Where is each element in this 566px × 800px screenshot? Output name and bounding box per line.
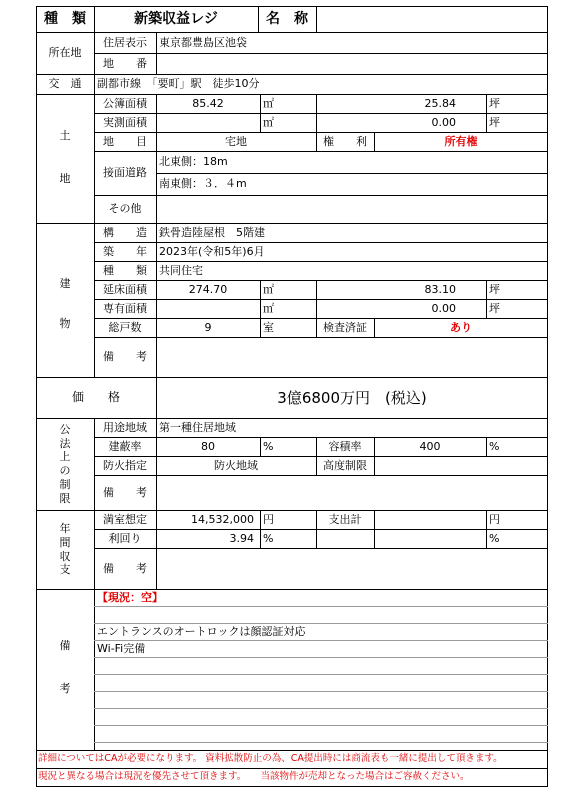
remarks-group-bottom: 考	[59, 682, 71, 696]
regulation-char: 制	[59, 477, 71, 491]
grid-line	[94, 6, 95, 32]
grid-line	[94, 261, 548, 262]
grid-line	[94, 132, 548, 133]
units-unit: 室	[263, 320, 274, 334]
regulation-char: 上	[59, 450, 71, 464]
full-income-value: 14,532,000	[191, 512, 254, 526]
grid-line	[260, 280, 261, 337]
inspection-value: あり	[450, 320, 472, 334]
grid-line	[156, 32, 157, 74]
grid-line	[94, 742, 548, 743]
yen-unit: 円	[263, 512, 274, 526]
category-value: 宅地	[225, 134, 247, 148]
grid-line	[36, 6, 548, 7]
name-label: 名 称	[266, 10, 308, 27]
grid-line	[94, 437, 548, 438]
grid-line	[374, 437, 375, 475]
grid-line	[94, 223, 95, 377]
grid-line	[36, 768, 548, 769]
income-char: 年	[59, 522, 71, 535]
grid-line	[94, 337, 548, 338]
grid-line	[36, 589, 548, 590]
regulation-char: の	[59, 464, 71, 477]
grid-line	[94, 674, 548, 675]
grid-line	[36, 750, 548, 751]
grid-line	[36, 377, 548, 378]
grid-line	[94, 53, 548, 54]
grid-line	[316, 280, 317, 337]
category-label: 地 目	[103, 134, 147, 148]
bcr-label: 建蔽率	[108, 439, 142, 453]
grid-line	[156, 377, 157, 418]
grid-line	[316, 6, 317, 32]
grid-line	[374, 132, 375, 151]
remarks-line	[94, 606, 548, 623]
remarks-line: エントランスのオートロックは顔認証対応	[97, 624, 306, 638]
measured-area-label: 実測面積	[103, 115, 147, 129]
grid-line	[486, 94, 487, 132]
type-value: 新築収益レジ	[134, 10, 218, 27]
grid-line	[94, 623, 548, 624]
grid-line	[547, 6, 548, 786]
grid-line	[36, 418, 548, 419]
grid-line	[94, 691, 548, 692]
grid-line	[374, 318, 375, 337]
income-group	[36, 510, 94, 589]
grid-line	[36, 510, 548, 511]
income-char: 収	[59, 549, 71, 563]
grid-line	[94, 456, 548, 457]
regulation-char: 限	[59, 491, 71, 505]
tsubo-unit: 坪	[489, 96, 500, 110]
tsubo-unit: 坪	[489, 282, 500, 296]
built-value: 2023年(令和5年)6月	[159, 244, 265, 258]
percent-unit: %	[263, 531, 274, 545]
grid-line	[316, 94, 317, 151]
grid-line	[260, 437, 261, 456]
far-label: 容積率	[328, 439, 362, 453]
grid-line	[94, 708, 548, 709]
transport-label: 交 通	[48, 77, 82, 91]
regulation-group	[36, 418, 94, 510]
m2-unit: ㎡	[263, 301, 274, 315]
regulation-notes-value	[156, 475, 548, 510]
building-group-top: 建	[59, 277, 71, 291]
income-char: 間	[59, 535, 71, 549]
grid-line	[94, 510, 95, 589]
remarks-line	[94, 657, 548, 674]
yield-label: 利回り	[108, 531, 142, 545]
kind-value: 共同住宅	[159, 263, 203, 277]
building-notes-value	[156, 337, 548, 377]
expense-value	[374, 510, 486, 529]
private-area-m2	[156, 299, 260, 318]
yen-unit: 円	[489, 512, 500, 526]
location-label: 所在地	[48, 46, 82, 60]
structure-value: 鉄骨造陸屋根 5階建	[159, 225, 265, 239]
building-notes-label: 備 考	[103, 350, 147, 364]
inspection-label: 検査済証	[323, 320, 367, 334]
grid-line	[36, 6, 37, 786]
remarks-line	[94, 708, 548, 725]
grid-line	[156, 510, 157, 589]
rights-value: 所有権	[444, 134, 478, 148]
built-label: 築 年	[103, 244, 147, 258]
grid-line	[36, 74, 548, 75]
zoning-label: 用途地域	[103, 420, 147, 434]
yield-value: 3.94	[229, 531, 254, 545]
property-sheet	[36, 6, 548, 786]
structure-label: 構 造	[103, 225, 147, 239]
grid-line	[260, 510, 261, 548]
grid-line	[94, 657, 548, 658]
grid-line	[316, 510, 317, 548]
height-value	[374, 456, 548, 475]
grid-line	[36, 32, 548, 33]
grid-line	[36, 94, 548, 95]
measured-area-m2	[156, 113, 260, 132]
grid-line	[94, 74, 95, 94]
name-value	[316, 6, 548, 32]
other-label: その他	[108, 202, 142, 216]
registered-area-label: 公簿面積	[103, 96, 147, 110]
grid-line	[486, 510, 487, 548]
building-group-bottom: 物	[59, 317, 71, 331]
m2-unit: ㎡	[263, 282, 274, 296]
remarks-line	[94, 691, 548, 708]
footer-line-1: 詳細についてはCAが必要になります。 資料拡散防止の為、CA提出時には商流表も一緒に提出して頂きます。	[38, 753, 503, 765]
grid-line	[156, 418, 157, 510]
grid-line	[94, 640, 548, 641]
grid-line	[316, 437, 317, 475]
registered-area-tsubo: 25.84	[424, 96, 456, 110]
regulation-notes-label: 備 考	[103, 485, 147, 499]
income-notes-value	[156, 548, 548, 589]
grid-line	[94, 418, 95, 510]
other-value	[156, 195, 548, 223]
grid-line	[156, 223, 157, 377]
road-label: 接面道路	[103, 166, 147, 180]
address-value: 東京都豊島区池袋	[159, 35, 247, 49]
address-label: 住居表示	[103, 35, 147, 49]
private-area-label: 専有面積	[103, 301, 147, 315]
regulation-char: 公	[59, 422, 71, 436]
land-group-top: 土	[59, 129, 71, 143]
income-notes-label: 備 考	[103, 561, 147, 575]
footer-line-2: 現況と異なる場合は現況を優先させて頂きます。 当該物件が売却となった場合はご容赦ください。	[38, 771, 470, 783]
units-value: 9	[204, 320, 212, 334]
floor-area-label: 延床面積	[103, 282, 147, 296]
expense-label: 支出計	[328, 512, 362, 526]
lot-label: 地 番	[103, 56, 147, 70]
remarks-group-top: 備	[59, 639, 71, 653]
grid-line	[36, 786, 548, 787]
grid-line	[94, 113, 548, 114]
road-1: 北東側：18m	[159, 155, 228, 169]
remarks-line: 【現況：空】	[97, 590, 163, 604]
grid-line	[94, 475, 548, 476]
zoning-value: 第一種住居地域	[159, 420, 236, 434]
grid-line	[156, 173, 548, 174]
private-area-tsubo: 0.00	[431, 301, 456, 315]
grid-line	[260, 94, 261, 132]
fire-label: 防火指定	[103, 458, 147, 472]
full-income-label: 満室想定	[103, 512, 147, 526]
grid-line	[94, 529, 548, 530]
grid-line	[94, 280, 548, 281]
type-label: 種 類	[44, 10, 86, 27]
tsubo-unit: 坪	[489, 301, 500, 315]
percent-unit: %	[263, 439, 274, 453]
grid-line	[94, 548, 548, 549]
remarks-line	[94, 725, 548, 742]
height-label: 高度制限	[323, 458, 367, 472]
percent-unit: %	[489, 531, 500, 545]
grid-line	[94, 725, 548, 726]
price-value: 3億6800万円 (税込)	[277, 388, 427, 407]
measured-area-tsubo: 0.00	[431, 115, 456, 129]
m2-unit: ㎡	[263, 96, 274, 110]
grid-line	[94, 318, 548, 319]
far-value: 400	[419, 439, 441, 453]
bcr-value: 80	[201, 439, 215, 453]
grid-line	[486, 280, 487, 318]
grid-line	[94, 242, 548, 243]
grid-line	[486, 437, 487, 456]
percent-unit: %	[489, 439, 500, 453]
tsubo-unit: 坪	[489, 115, 500, 129]
road-2: 南東側：３．４m	[159, 177, 247, 191]
regulation-char: 法	[59, 436, 71, 450]
registered-area-m2: 85.42	[192, 96, 224, 110]
kind-label: 種 類	[103, 263, 147, 277]
floor-area-tsubo: 83.10	[424, 282, 456, 296]
grid-line	[36, 223, 548, 224]
m2-unit: ㎡	[263, 115, 274, 129]
fire-value: 防火地域	[214, 458, 258, 472]
price-label: 価 格	[71, 390, 120, 405]
remarks-line: Wi-Fi完備	[97, 641, 146, 655]
grid-line	[94, 299, 548, 300]
rights-label: 権 利	[323, 134, 367, 148]
floor-area-m2: 274.70	[188, 282, 228, 296]
grid-line	[94, 151, 548, 152]
income-char: 支	[59, 563, 71, 577]
grid-line	[374, 510, 375, 548]
remarks-line	[94, 674, 548, 691]
remarks-line	[94, 742, 548, 750]
lot-value	[156, 53, 548, 74]
land-group-bottom: 地	[59, 172, 71, 186]
grid-line	[94, 195, 548, 196]
grid-line	[94, 606, 548, 607]
grid-line	[94, 32, 95, 74]
grid-line	[258, 6, 259, 32]
units-label: 総戸数	[108, 320, 142, 334]
transport-value: 副都市線 「要町」駅 徒歩10分	[97, 77, 260, 91]
